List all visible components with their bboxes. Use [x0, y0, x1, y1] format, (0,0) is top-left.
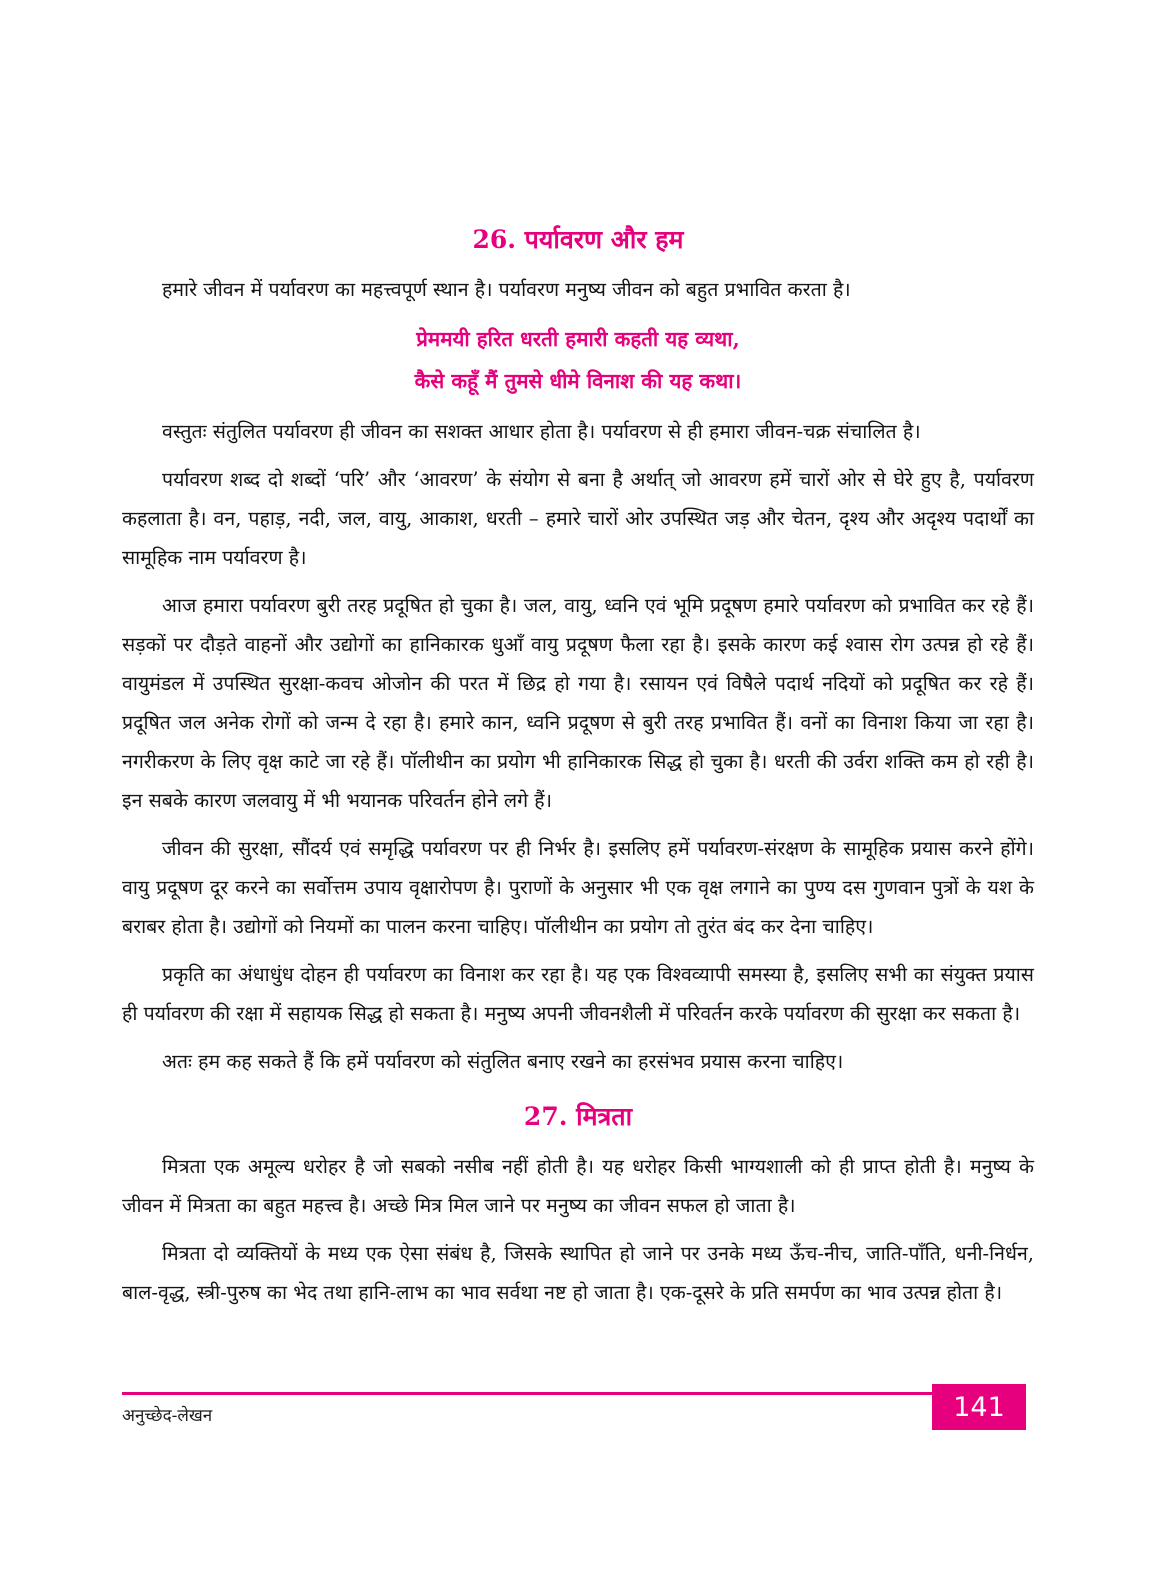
page-footer — [122, 1384, 1026, 1430]
paragraph-environment-meaning: पर्यावरण शब्द दो शब्दों ‘परि’ और ‘आवरण’ के संयोग से बना है अर्थात् जो आवरण हमें चारों ओर से घेरे हुए है, पर्यावरण कहलाता है। वन, पहाड़, नदी, जल, वायु, आकाश, धरती – हमारे चारों ओर उपस्थित जड़ और चेतन, दृश्य और अदृश्य पदार्थों का सामूहिक नाम पर्यावरण है। — [122, 468, 1034, 569]
footer-section-label: अनुच्छेद-लेखन — [122, 1406, 213, 1426]
paragraph-environment-intro: हमारे जीवन में पर्यावरण का महत्त्वपूर्ण स्थान है। पर्यावरण मनुष्य जीवन को बहुत प्रभावित करता है। — [162, 278, 851, 301]
paragraph-environment-protection: जीवन की सुरक्षा, सौंदर्य एवं समृद्धि पर्यावरण पर ही निर्भर है। इसलिए हमें पर्यावरण-संरक्षण के सामूहिक प्रयास करने होंगे। वायु प्रदूषण दूर करने का सर्वोत्तम उपाय वृक्षारोपण है। पुराणों के अनुसार भी एक वृक्ष लगाने का पुण्य दस गुणवान पुत्रों के यश के बराबर होता है। उद्योगों को नियमों का पालन करना चाहिए। पॉलीथीन का प्रयोग तो तुरंत बंद कर देना चाहिए। — [122, 837, 1034, 938]
paragraph-environment-base: वस्तुतः संतुलित पर्यावरण ही जीवन का सशक्त आधार होता है। पर्यावरण से ही हमारा जीवन-चक्र संचालित है। — [162, 420, 921, 443]
page-number-badge: 141 — [932, 1384, 1026, 1430]
paragraph-environment-pollution: आज हमारा पर्यावरण बुरी तरह प्रदूषित हो चुका है। जल, वायु, ध्वनि एवं भूमि प्रदूषण हमारे पर्यावरण को प्रभावित कर रहे हैं। सड़कों पर दौड़ते वाहनों और उद्योगों का हानिकारक धुआँ वायु प्रदूषण फैला रहा है। इसके कारण कई श्वास रोग उत्पन्न हो रहे हैं। वायुमंडल में उपस्थित सुरक्षा-कवच ओजोन की परत में छिद्र हो गया है। रसायन एवं विषैले पदार्थ नदियों को प्रदूषित कर रहे हैं। प्रदूषित जल अनेक रोगों को जन्म दे रहा है। हमारे कान, ध्वनि प्रदूषण से बुरी तरह प्रभावित हैं। वनों का विनाश किया जा रहा है। नगरीकरण के लिए वृक्ष काटे जा रहे हैं। पॉलीथीन का प्रयोग भी हानिकारक सिद्ध हो चुका है। धरती की उर्वरा शक्ति कम हो रही है। इन सबके कारण जलवायु में भी भयानक परिवर्तन होने लगे हैं। — [122, 594, 1034, 812]
footer-left — [122, 1384, 932, 1426]
paragraph-environment-conclusion: अतः हम कह सकते हैं कि हमें पर्यावरण को संतुलित बनाए रखने का हरसंभव प्रयास करना चाहिए। — [162, 1050, 844, 1073]
verse-couplet — [122, 318, 1034, 402]
footer-rule — [122, 1392, 932, 1395]
section-heading-friendship: 27. मित्रता — [523, 1102, 633, 1131]
section-heading-environment: 26. पर्यावरण और हम — [472, 225, 684, 254]
verse-line-1: प्रेममयी हरित धरती हमारी कहती यह व्यथा, — [416, 327, 740, 351]
paragraph-friendship-intro: मित्रता एक अमूल्य धरोहर है जो सबको नसीब नहीं होती है। यह धरोहर किसी भाग्यशाली को ही प्राप्त होती है। मनुष्य के जीवन में मित्रता का बहुत महत्त्व है। अच्छे मित्र मिल जाने पर मनुष्य का जीवन सफल हो जाता है। — [122, 1155, 1034, 1217]
verse-line-2: कैसे कहूँ मैं तुमसे धीमे विनाश की यह कथा। — [414, 369, 742, 393]
paragraph-environment-exploitation: प्रकृति का अंधाधुंध दोहन ही पर्यावरण का विनाश कर रहा है। यह एक विश्वव्यापी समस्या है, इसलिए सभी का संयुक्त प्रयास ही पर्यावरण की रक्षा में सहायक सिद्ध हो सकता है। मनुष्य अपनी जीवनशैली में परिवर्तन करके पर्यावरण की सुरक्षा कर सकता है। — [122, 963, 1034, 1025]
paragraph-friendship-bond: मित्रता दो व्यक्तियों के मध्य एक ऐसा संबंध है, जिसके स्थापित हो जाने पर उनके मध्य ऊँच-नीच, जाति-पाँति, धनी-निर्धन, बाल-वृद्ध, स्त्री-पुरुष का भेद तथा हानि-लाभ का भाव सर्वथा नष्ट हो जाता है। एक-दूसरे के प्रति समर्पण का भाव उत्पन्न होता है। — [122, 1242, 1034, 1304]
